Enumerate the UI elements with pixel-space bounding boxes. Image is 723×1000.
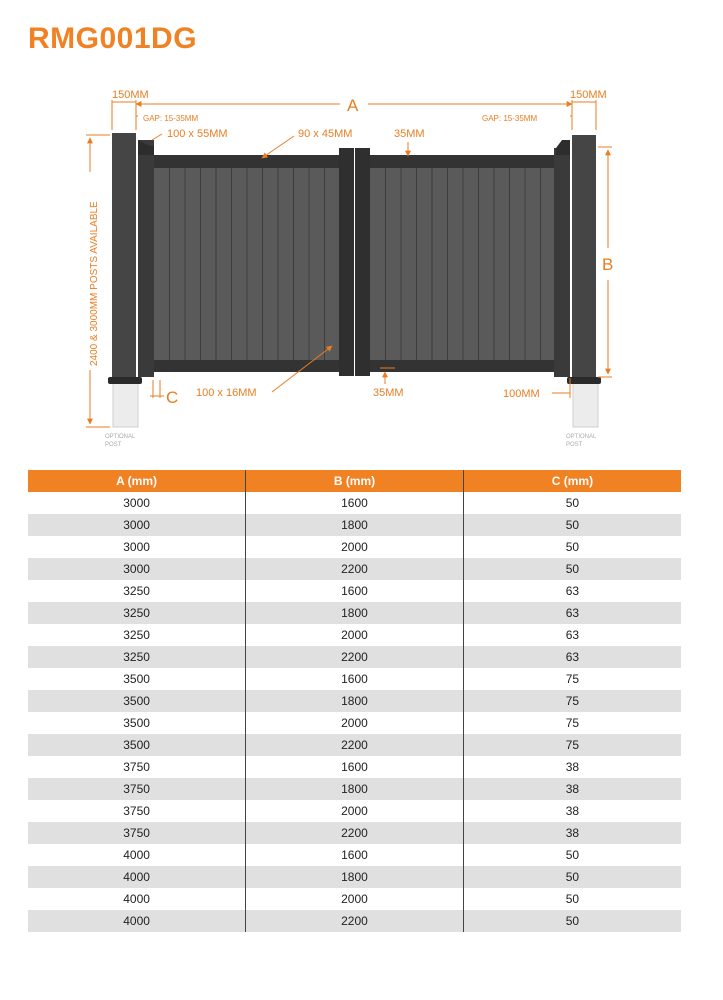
center-post-left — [339, 148, 354, 376]
table-cell: 50 — [463, 514, 681, 536]
table-row — [28, 866, 681, 888]
table-row — [28, 514, 681, 536]
table-cell: 38 — [463, 800, 681, 822]
gate-diagram — [0, 80, 723, 460]
table-cell: 3250 — [28, 602, 246, 624]
table-row — [28, 734, 681, 756]
table-cell: 63 — [463, 646, 681, 668]
table-cell: 1800 — [246, 514, 464, 536]
board-size-label: 100 x 16MM — [196, 387, 257, 399]
table-cell: 38 — [463, 756, 681, 778]
table-cell: 63 — [463, 602, 681, 624]
table-cell: 3500 — [28, 734, 246, 756]
gap-left-label: GAP: 15-35MM — [143, 114, 199, 123]
table-cell: 3250 — [28, 580, 246, 602]
table-cell: 3500 — [28, 712, 246, 734]
table-cell: 50 — [463, 866, 681, 888]
table-cell: 2200 — [246, 558, 464, 580]
center-post-right — [355, 148, 370, 376]
table-cell: 63 — [463, 580, 681, 602]
posts-available-label: 2400 & 3000MM POSTS AVAILABLE — [89, 201, 100, 366]
right-post — [567, 135, 601, 384]
bottom-clearance-label: 100MM — [503, 388, 540, 400]
table-cell: 1800 — [246, 690, 464, 712]
table-cell: 2000 — [246, 888, 464, 910]
page-title: RMG001DG — [28, 22, 198, 55]
table-row — [28, 690, 681, 712]
table-cell: 4000 — [28, 888, 246, 910]
left-gate-leaf — [138, 140, 340, 377]
bottom-gap-label: 35MM — [373, 387, 404, 399]
gap-right-label: GAP: 15-35MM — [482, 114, 538, 123]
dim-post-right-label: 150MM — [570, 89, 607, 101]
table-cell: 3250 — [28, 624, 246, 646]
table-cell: 3000 — [28, 536, 246, 558]
dim-a-label: A — [347, 96, 359, 115]
table-header-row — [28, 470, 681, 492]
table-cell: 50 — [463, 492, 681, 514]
optional-post-left — [113, 382, 138, 427]
table-row — [28, 624, 681, 646]
table-row — [28, 778, 681, 800]
table-row — [28, 668, 681, 690]
table-cell: 2000 — [246, 536, 464, 558]
rail-size-label: 90 x 45MM — [298, 128, 353, 140]
table-cell: 50 — [463, 888, 681, 910]
column-header-c: C (mm) — [463, 470, 681, 492]
table-cell: 3750 — [28, 822, 246, 844]
table-cell: 50 — [463, 536, 681, 558]
table-cell: 75 — [463, 690, 681, 712]
table-cell: 3250 — [28, 646, 246, 668]
table-row — [28, 844, 681, 866]
table-cell: 3750 — [28, 778, 246, 800]
table-cell: 2000 — [246, 712, 464, 734]
table-cell: 3750 — [28, 800, 246, 822]
optional-post-right-label: OPTIONAL POST — [566, 434, 597, 448]
table-cell: 1600 — [246, 756, 464, 778]
table-row — [28, 558, 681, 580]
table-cell: 3750 — [28, 756, 246, 778]
table-cell: 2200 — [246, 646, 464, 668]
optional-post-left-label: OPTIONAL POST — [105, 434, 136, 448]
table-cell: 1800 — [246, 602, 464, 624]
table-cell: 50 — [463, 910, 681, 932]
table-cell: 2200 — [246, 910, 464, 932]
table-cell: 4000 — [28, 844, 246, 866]
left-post — [108, 133, 142, 384]
table-cell: 38 — [463, 822, 681, 844]
table-cell: 3500 — [28, 668, 246, 690]
table-cell: 1600 — [246, 580, 464, 602]
table-cell: 1600 — [246, 844, 464, 866]
table-cell: 75 — [463, 712, 681, 734]
table-row — [28, 580, 681, 602]
table-cell: 3000 — [28, 558, 246, 580]
table-cell: 2000 — [246, 800, 464, 822]
top-gap-label: 35MM — [394, 128, 425, 140]
optional-post-right — [573, 382, 598, 427]
table-cell: 1800 — [246, 866, 464, 888]
table-row — [28, 602, 681, 624]
table-cell: 3500 — [28, 690, 246, 712]
table-cell: 1600 — [246, 492, 464, 514]
dim-c-label: C — [166, 388, 179, 407]
column-header-b: B (mm) — [246, 470, 464, 492]
table-row — [28, 822, 681, 844]
table-row — [28, 910, 681, 932]
table-row — [28, 712, 681, 734]
table-cell: 4000 — [28, 866, 246, 888]
table-cell: 1600 — [246, 668, 464, 690]
table-cell: 3000 — [28, 492, 246, 514]
dim-b-label: B — [602, 255, 614, 274]
table-cell: 4000 — [28, 910, 246, 932]
table-body — [28, 492, 681, 932]
table-row — [28, 800, 681, 822]
spec-table — [28, 470, 681, 932]
table-row — [28, 536, 681, 558]
table-row — [28, 646, 681, 668]
table-row — [28, 492, 681, 514]
table-cell: 75 — [463, 668, 681, 690]
table-cell: 2200 — [246, 822, 464, 844]
table-cell: 38 — [463, 778, 681, 800]
table-cell: 50 — [463, 844, 681, 866]
table-row — [28, 888, 681, 910]
column-header-a: A (mm) — [28, 470, 246, 492]
table-cell: 3000 — [28, 514, 246, 536]
table-cell: 75 — [463, 734, 681, 756]
table-cell: 50 — [463, 558, 681, 580]
table-cell: 1800 — [246, 778, 464, 800]
table-cell: 2000 — [246, 624, 464, 646]
table-cell: 63 — [463, 624, 681, 646]
table-row — [28, 756, 681, 778]
table-cell: 2200 — [246, 734, 464, 756]
dim-post-left-label: 150MM — [112, 89, 149, 101]
frame-size-label: 100 x 55MM — [167, 128, 228, 140]
